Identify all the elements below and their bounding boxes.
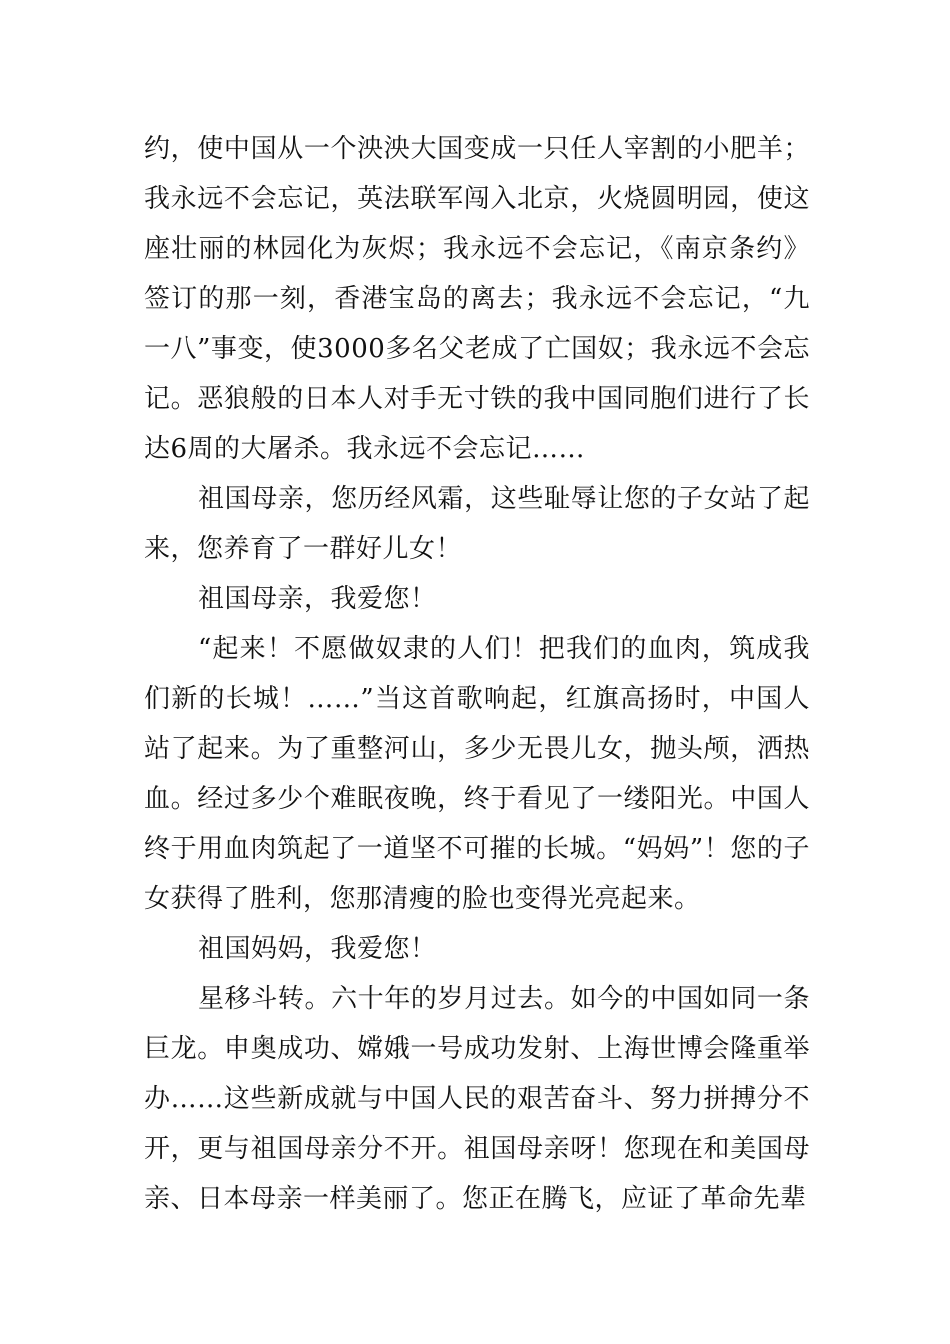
paragraph-2: 祖国母亲，您历经风霜，这些耻辱让您的子女站了起来，您养育了一群好儿女！ bbox=[144, 484, 810, 564]
paragraph-1: 约，使中国从一个泱泱大国变成一只任人宰割的小肥羊；我永远不会忘记，英法联军闯入北京，火烧圆明园，使这座壮丽的林园化为灰烬；我永远不会忘记，《南京条约》签订的那一刻，香港宝岛的离去；我永远不会忘记，“九一八”事变，使3000多名父老成了亡国奴；我永远不会忘记。恶狼般的日本人对手无寸铁的我中国同胞们进行了长达6周的大屠杀。我永远不会忘记…… bbox=[144, 134, 810, 464]
paragraph-6: 星移斗转。六十年的岁月过去。如今的中国如同一条巨龙。申奥成功、嫦娥一号成功发射、上海世博会隆重举办……这些新成就与中国人民的艰苦奋斗、努力拼搏分不开，更与祖国母亲分不开。祖国母亲呀！您现在和美国母亲、日本母亲一样美丽了。您正在腾飞，应证了革命先辈 bbox=[144, 984, 810, 1214]
paragraph-5: 祖国妈妈，我爱您！ bbox=[198, 934, 437, 964]
paragraph-3: 祖国母亲，我爱您！ bbox=[198, 584, 437, 614]
paragraph-4: “起来！不愿做奴隶的人们！把我们的血肉，筑成我们新的长城！……”当这首歌响起，红旗高扬时，中国人站了起来。为了重整河山，多少无畏儿女，抛头颅，洒热血。经过多少个难眠夜晚，终于看见了一缕阳光。中国人终于用血肉筑起了一道坚不可摧的长城。“妈妈”！您的子女获得了胜利，您那清瘦的脸也变得光亮起来。 bbox=[144, 634, 810, 914]
document-body bbox=[144, 124, 810, 1224]
